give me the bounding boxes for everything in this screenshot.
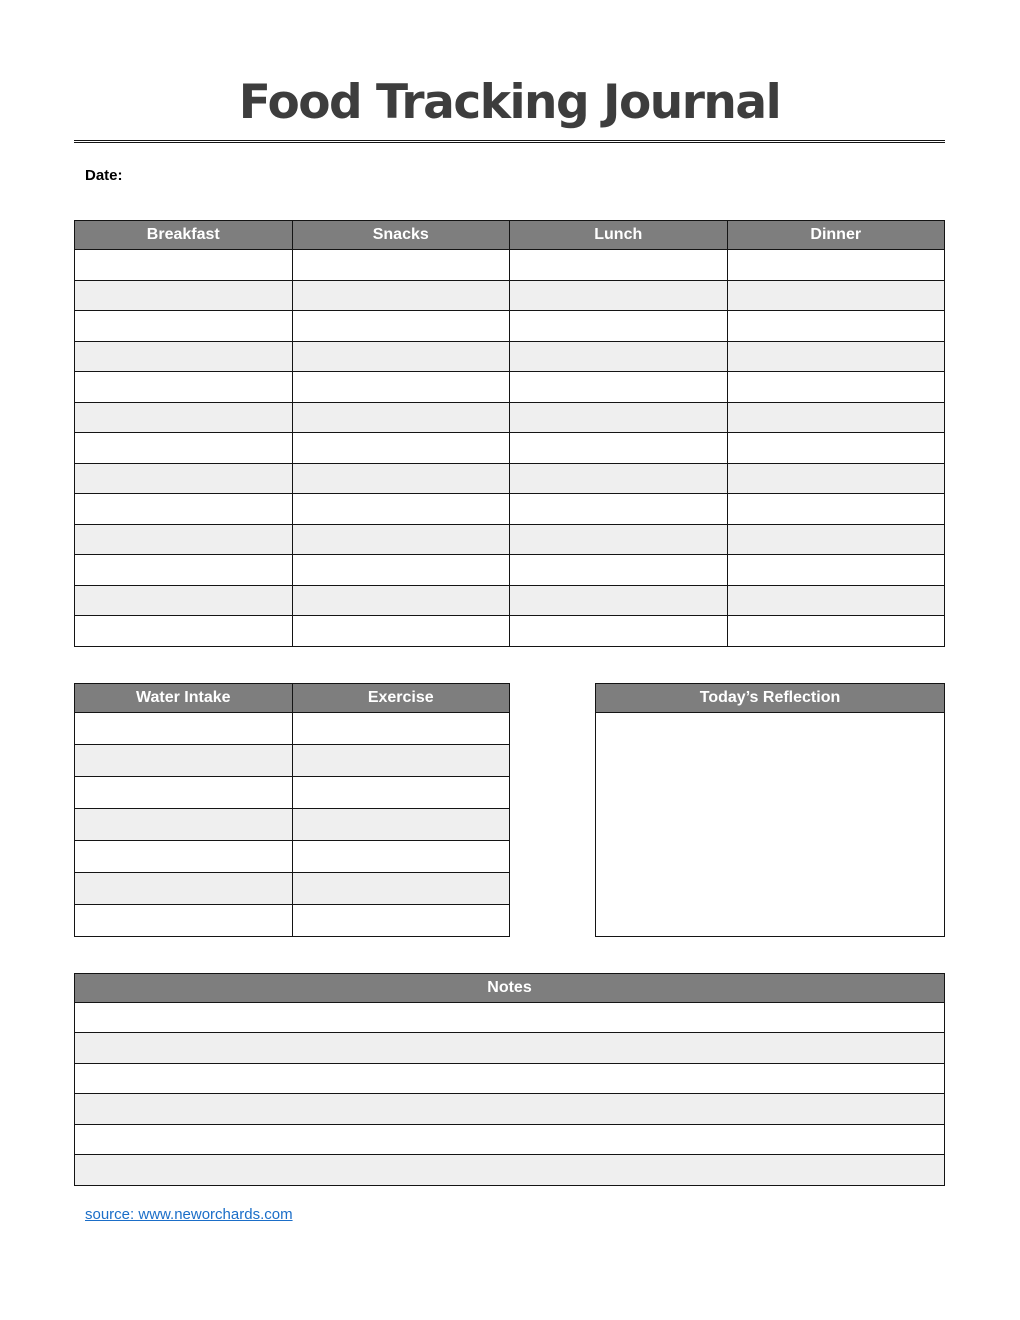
meals-entry-cell[interactable]	[292, 555, 510, 586]
reflection-panel	[595, 683, 945, 937]
table-row	[75, 1002, 945, 1033]
meals-entry-cell[interactable]	[727, 463, 945, 494]
meals-entry-cell[interactable]	[510, 494, 728, 525]
table-row	[75, 372, 945, 403]
habits-entry-cell[interactable]	[75, 808, 293, 840]
notes-entry-cell[interactable]	[75, 1002, 945, 1033]
meals-entry-cell[interactable]	[292, 372, 510, 403]
notes-table-body	[75, 1002, 945, 1185]
habits-entry-cell[interactable]	[292, 808, 510, 840]
meals-entry-cell[interactable]	[727, 494, 945, 525]
meals-entry-cell[interactable]	[292, 250, 510, 281]
meals-entry-cell[interactable]	[727, 616, 945, 647]
meals-entry-cell[interactable]	[727, 555, 945, 586]
notes-table-head	[75, 973, 945, 1002]
habits-entry-cell[interactable]	[292, 712, 510, 744]
table-row	[75, 1124, 945, 1155]
meals-entry-cell[interactable]	[292, 494, 510, 525]
table-row	[75, 776, 510, 808]
habits-entry-cell[interactable]	[75, 712, 293, 744]
notes-header-cell: Notes	[75, 973, 945, 1002]
habits-entry-cell[interactable]	[75, 744, 293, 776]
meals-table-head	[75, 221, 945, 250]
reflection-header: Today’s Reflection	[595, 683, 945, 713]
meals-entry-cell[interactable]	[727, 372, 945, 403]
meals-entry-cell[interactable]	[75, 372, 293, 403]
meals-header-cell: Dinner	[727, 221, 945, 250]
meals-entry-cell[interactable]	[510, 585, 728, 616]
notes-entry-cell[interactable]	[75, 1063, 945, 1094]
meals-header-row	[75, 221, 945, 250]
meals-entry-cell[interactable]	[75, 433, 293, 464]
title-section	[74, 0, 945, 140]
meals-entry-cell[interactable]	[75, 494, 293, 525]
date-row	[85, 167, 945, 184]
source-link[interactable]: source: www.neworchards.com	[85, 1205, 293, 1223]
meals-entry-cell[interactable]	[727, 433, 945, 464]
mid-section	[74, 683, 945, 937]
meals-entry-cell[interactable]	[75, 463, 293, 494]
meals-entry-cell[interactable]	[292, 585, 510, 616]
title-divider	[74, 140, 945, 143]
table-row	[75, 616, 945, 647]
habits-entry-cell[interactable]	[75, 872, 293, 904]
habits-entry-cell[interactable]	[75, 776, 293, 808]
meals-entry-cell[interactable]	[727, 585, 945, 616]
table-row	[75, 524, 945, 555]
meals-entry-cell[interactable]	[75, 524, 293, 555]
table-row	[75, 808, 510, 840]
habits-entry-cell[interactable]	[292, 744, 510, 776]
habits-entry-cell[interactable]	[75, 904, 293, 936]
meals-entry-cell[interactable]	[727, 311, 945, 342]
meals-entry-cell[interactable]	[292, 280, 510, 311]
habits-table-head	[75, 683, 510, 712]
meals-entry-cell[interactable]	[292, 402, 510, 433]
meals-entry-cell[interactable]	[727, 402, 945, 433]
habits-header-cell: Water Intake	[75, 683, 293, 712]
table-row	[75, 433, 945, 464]
meals-entry-cell[interactable]	[75, 250, 293, 281]
table-row	[75, 402, 945, 433]
meals-entry-cell[interactable]	[510, 402, 728, 433]
table-row	[75, 744, 510, 776]
habits-entry-cell[interactable]	[292, 904, 510, 936]
habits-table	[74, 683, 510, 937]
meals-header-cell: Snacks	[292, 221, 510, 250]
meals-entry-cell[interactable]	[510, 463, 728, 494]
table-row	[75, 463, 945, 494]
meals-entry-cell[interactable]	[510, 341, 728, 372]
meals-entry-cell[interactable]	[510, 555, 728, 586]
meals-entry-cell[interactable]	[727, 250, 945, 281]
table-row	[75, 341, 945, 372]
habits-entry-cell[interactable]	[292, 840, 510, 872]
habits-entry-cell[interactable]	[292, 776, 510, 808]
meals-entry-cell[interactable]	[510, 311, 728, 342]
table-row	[75, 555, 945, 586]
meals-entry-cell[interactable]	[727, 280, 945, 311]
habits-header-cell: Exercise	[292, 683, 510, 712]
page-title: Food Tracking Journal	[238, 75, 781, 130]
meals-entry-cell[interactable]	[510, 372, 728, 403]
notes-header-row	[75, 973, 945, 1002]
meals-entry-cell[interactable]	[510, 616, 728, 647]
notes-entry-cell[interactable]	[75, 1033, 945, 1064]
meals-entry-cell[interactable]	[292, 341, 510, 372]
table-row	[75, 1033, 945, 1064]
table-row	[75, 494, 945, 525]
notes-table	[74, 973, 945, 1186]
habits-entry-cell[interactable]	[292, 872, 510, 904]
meals-entry-cell[interactable]	[75, 555, 293, 586]
meals-entry-cell[interactable]	[510, 250, 728, 281]
meals-entry-cell[interactable]	[292, 433, 510, 464]
meals-entry-cell[interactable]	[75, 616, 293, 647]
table-row	[75, 872, 510, 904]
footer-row	[85, 1206, 945, 1224]
table-row	[75, 1155, 945, 1186]
habits-header-row	[75, 683, 510, 712]
page-content	[74, 0, 945, 1224]
date-label: Date:	[85, 167, 123, 184]
meals-entry-cell[interactable]	[727, 524, 945, 555]
meals-entry-cell[interactable]	[75, 311, 293, 342]
table-row	[75, 311, 945, 342]
table-row	[75, 280, 945, 311]
meals-entry-cell[interactable]	[292, 524, 510, 555]
notes-entry-cell[interactable]	[75, 1094, 945, 1125]
table-row	[75, 585, 945, 616]
table-row	[75, 1063, 945, 1094]
notes-entry-cell[interactable]	[75, 1124, 945, 1155]
meals-table	[74, 220, 945, 647]
habits-entry-cell[interactable]	[75, 840, 293, 872]
meals-entry-cell[interactable]	[75, 280, 293, 311]
meals-entry-cell[interactable]	[510, 524, 728, 555]
meals-entry-cell[interactable]	[510, 433, 728, 464]
reflection-entry-area[interactable]	[595, 713, 945, 937]
meals-header-cell: Lunch	[510, 221, 728, 250]
meals-entry-cell[interactable]	[292, 616, 510, 647]
meals-entry-cell[interactable]	[292, 311, 510, 342]
notes-entry-cell[interactable]	[75, 1155, 945, 1186]
meals-entry-cell[interactable]	[510, 280, 728, 311]
meals-header-cell: Breakfast	[75, 221, 293, 250]
meals-entry-cell[interactable]	[75, 341, 293, 372]
meals-entry-cell[interactable]	[727, 341, 945, 372]
table-row	[75, 250, 945, 281]
meals-entry-cell[interactable]	[292, 463, 510, 494]
table-row	[75, 1094, 945, 1125]
table-row	[75, 712, 510, 744]
meals-entry-cell[interactable]	[75, 402, 293, 433]
table-row	[75, 904, 510, 936]
meals-table-body	[75, 250, 945, 647]
table-row	[75, 840, 510, 872]
meals-entry-cell[interactable]	[75, 585, 293, 616]
habits-table-body	[75, 712, 510, 936]
